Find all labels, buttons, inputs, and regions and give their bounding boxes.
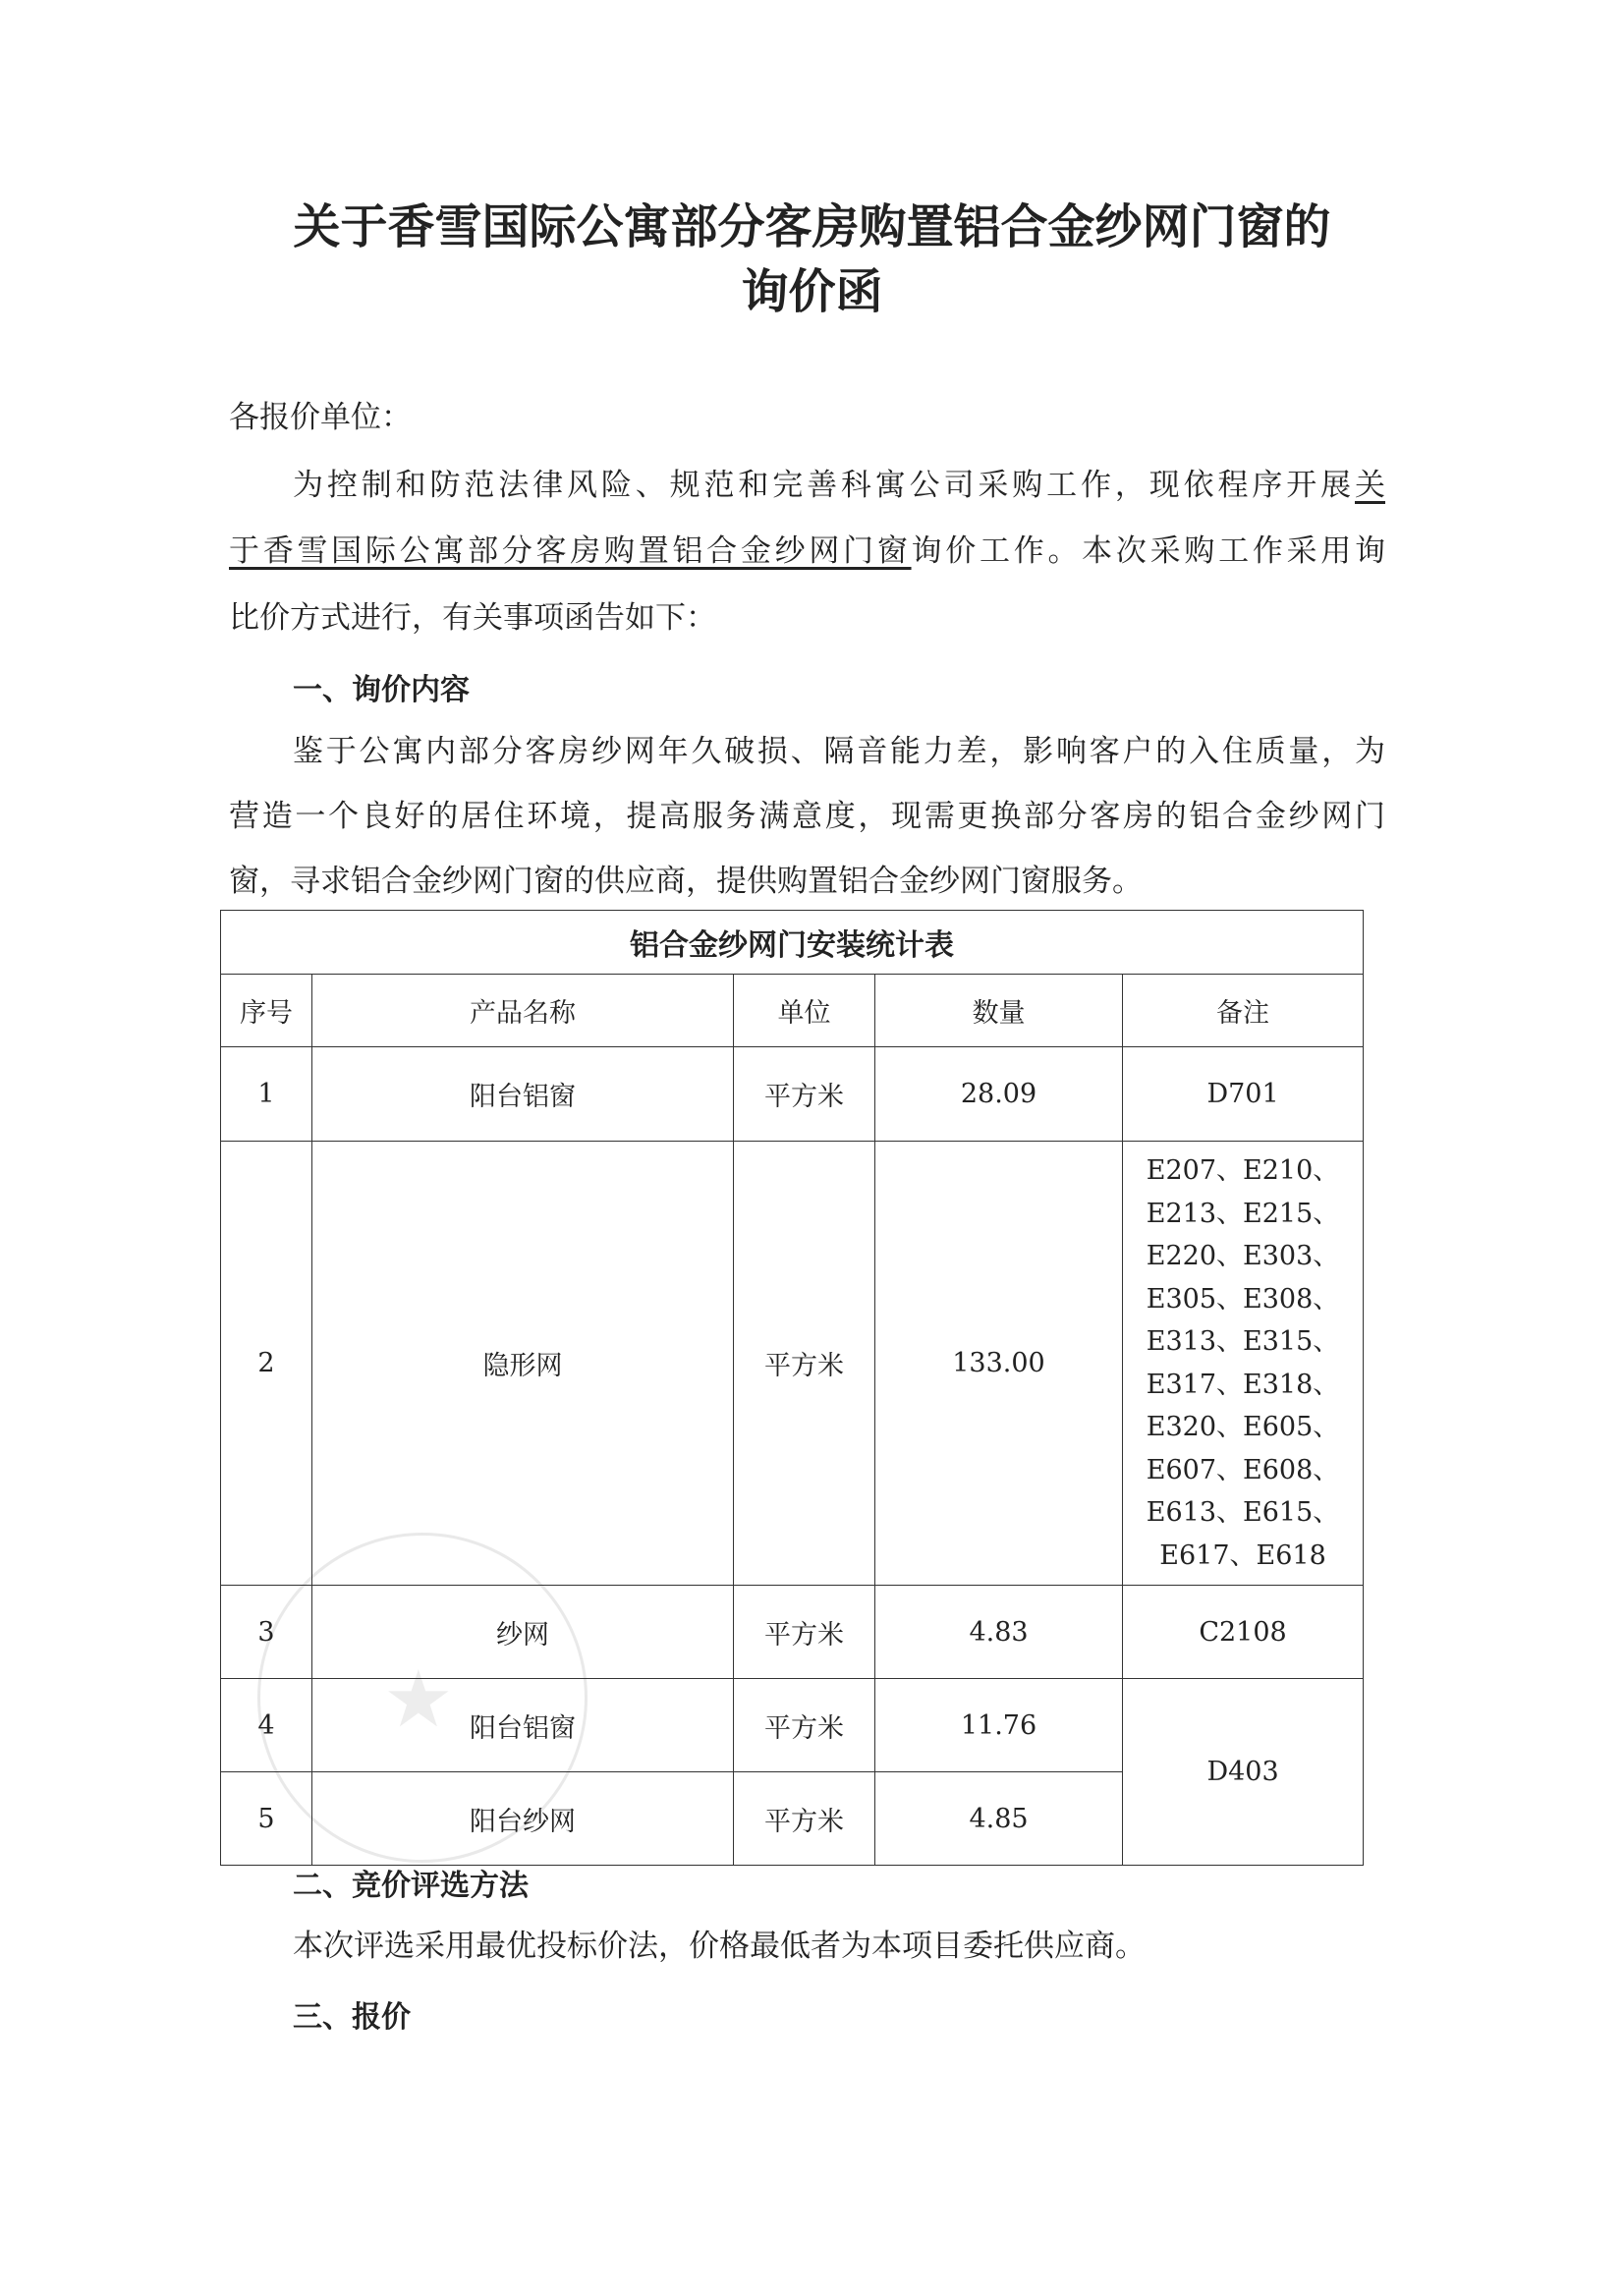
cell-index: 3 <box>221 1586 312 1679</box>
cell-notes: C2108 <box>1123 1586 1364 1679</box>
header-notes: 备注 <box>1123 975 1364 1047</box>
header-quantity: 数量 <box>875 975 1123 1047</box>
intro-line-1-underlined: 关 <box>1355 468 1385 503</box>
document-title-line-1: 关于香雪国际公寓部分客房购置铝合金纱网门窗的 <box>293 199 1331 254</box>
intro-line-2-text: 询价工作。本次采购工作采用询 <box>911 533 1386 569</box>
room-list-line: E320、E605、 <box>1146 1412 1340 1442</box>
cell-quantity: 4.83 <box>875 1586 1123 1679</box>
section-1-line-1: 鉴于公寓内部分客房纱网年久破损、隔音能力差，影响客户的入住质量，为 <box>293 734 1385 769</box>
room-list-line: E613、E615、 <box>1146 1497 1340 1528</box>
intro-line-1-text: 为控制和防范法律风险、规范和完善科寓公司采购工作，现依程序开展 <box>293 468 1355 503</box>
room-list-line: E213、E215、 <box>1146 1198 1340 1229</box>
cell-product-name: 纱网 <box>312 1586 734 1679</box>
room-list-line: E607、E608、 <box>1146 1454 1340 1485</box>
header-index: 序号 <box>221 975 312 1047</box>
table-row <box>221 1586 1364 1679</box>
cell-quantity: 11.76 <box>875 1679 1123 1772</box>
room-list-line: E317、E318、 <box>1146 1369 1340 1400</box>
cell-quantity: 133.00 <box>875 1142 1123 1586</box>
table-row <box>221 1047 1364 1142</box>
salutation: 各报价单位： <box>229 400 412 435</box>
cell-unit: 平方米 <box>734 1586 875 1679</box>
table-row <box>221 1679 1364 1772</box>
cell-index: 1 <box>221 1047 312 1142</box>
cell-quantity: 4.85 <box>875 1772 1123 1866</box>
document-title-line-2: 询价函 <box>741 264 883 319</box>
cell-product-name: 阳台铝窗 <box>312 1679 734 1772</box>
cell-product-name: 隐形网 <box>312 1142 734 1586</box>
section-1-heading: 一、询价内容 <box>293 673 470 707</box>
cell-quantity: 28.09 <box>875 1047 1123 1142</box>
installation-statistics-table <box>220 910 1364 1866</box>
cell-unit: 平方米 <box>734 1772 875 1866</box>
room-list-line: E617、E618 <box>1159 1539 1326 1571</box>
room-list-line: E207、E210、 <box>1146 1155 1340 1186</box>
cell-product-name: 阳台铝窗 <box>312 1047 734 1142</box>
table-caption: 铝合金纱网门安装统计表 <box>221 911 1364 975</box>
room-list-line: E220、E303、 <box>1146 1241 1340 1271</box>
cell-notes-room-list <box>1123 1142 1364 1586</box>
cell-notes: D701 <box>1123 1047 1364 1142</box>
room-list-line: E313、E315、 <box>1146 1326 1340 1357</box>
header-unit: 单位 <box>734 975 875 1047</box>
intro-line-2 <box>229 532 1385 571</box>
section-1-line-2: 营造一个良好的居住环境，提高服务满意度，现需更换部分客房的铝合金纱网门 <box>229 799 1385 834</box>
table-row <box>221 1142 1364 1586</box>
intro-line-1 <box>293 466 1385 505</box>
cell-index: 4 <box>221 1679 312 1772</box>
cell-unit: 平方米 <box>734 1142 875 1586</box>
section-3-heading: 三、报价 <box>293 2000 411 2035</box>
intro-line-3: 比价方式进行，有关事项函告如下： <box>229 600 716 636</box>
cell-notes-merged: D403 <box>1123 1679 1364 1866</box>
section-1-line-3: 窗，寻求铝合金纱网门窗的供应商，提供购置铝合金纱网门窗服务。 <box>229 864 1143 899</box>
cell-index: 2 <box>221 1142 312 1586</box>
section-2-heading: 二、竞价评选方法 <box>293 1869 529 1903</box>
room-list-line: E305、E308、 <box>1146 1283 1340 1315</box>
cell-product-name: 阳台纱网 <box>312 1772 734 1866</box>
cell-index: 5 <box>221 1772 312 1866</box>
header-product-name: 产品名称 <box>312 975 734 1047</box>
table-header-row <box>221 975 1364 1047</box>
cell-unit: 平方米 <box>734 1679 875 1772</box>
seal-star-icon: ★ <box>383 1653 454 1745</box>
section-2-line-1: 本次评选采用最优投标价法，价格最低者为本项目委托供应商。 <box>293 1929 1146 1964</box>
intro-project-name: 于香雪国际公寓部分客房购置铝合金纱网门窗 <box>229 533 912 569</box>
cell-unit: 平方米 <box>734 1047 875 1142</box>
